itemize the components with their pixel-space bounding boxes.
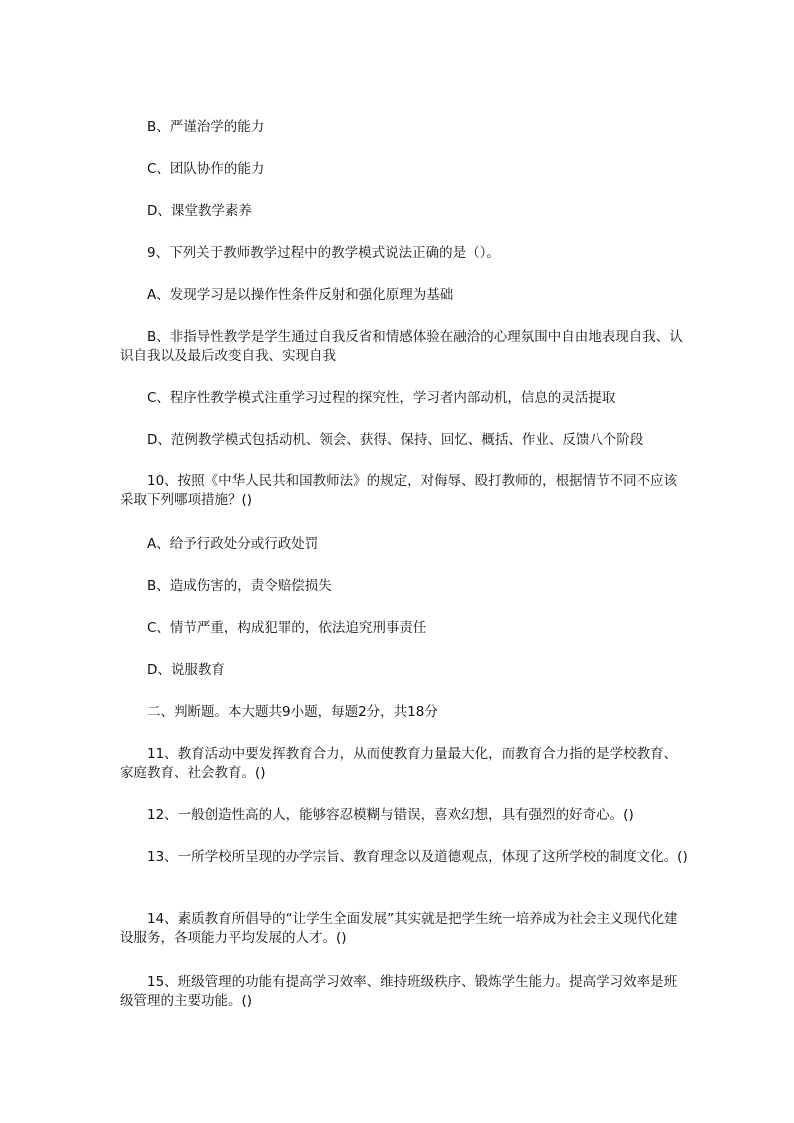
question-10: 10、按照《中华人民共和国教师法》的规定，对侮辱、殴打教师的，根据情节不同不应该采取下列哪项措施？() (120, 473, 678, 508)
q10-option-a: A、给予行政处分或行政处罚 (147, 536, 319, 552)
option-c-teamwork: C、团队协作的能力 (147, 161, 265, 177)
q10-option-d: D、说服教育 (147, 662, 225, 678)
section-heading-true-false: 二、判断题。本大题共9小题，每题2分，共18分 (147, 704, 438, 720)
q9-option-d: D、范例教学模式包括动机、领会、获得、保持、回忆、概括、作业、反馈八个阶段 (147, 432, 644, 448)
q9-option-b: B、非指导性教学是学生通过自我反省和情感体验在融洽的心理氛围中自由地表现自我、认识自我以及最后改变自我、实现自我 (120, 329, 683, 364)
option-b-rigorous-scholarship: B、严谨治学的能力 (147, 119, 265, 135)
q9-option-c: C、程序性教学模式注重学习过程的探究性，学习者内部动机，信息的灵活提取 (147, 390, 616, 406)
q10-option-c: C、情节严重，构成犯罪的，依法追究刑事责任 (147, 620, 427, 636)
question-9: 9、下列关于教师教学过程中的教学模式说法正确的是（）。 (147, 245, 500, 261)
question-15: 15、班级管理的功能有提高学习效率、维持班级秩序、锻炼学生能力。提高学习效率是班级管理的主要功能。() (120, 974, 678, 1009)
q9-option-a: A、发现学习是以操作性条件反射和强化原理为基础 (147, 287, 454, 303)
option-d-classroom-teaching: D、课堂教学素养 (147, 203, 252, 219)
q10-option-b: B、造成伤害的，责令赔偿损失 (147, 578, 332, 594)
question-14: 14、素质教育所倡导的“让学生全面发展”其实就是把学生统一培养成为社会主义现代化建设服务，各项能力平均发展的人才。() (120, 911, 678, 946)
question-12: 12、一般创造性高的人，能够容忍模糊与错误，喜欢幻想，具有强烈的好奇心。() (147, 807, 634, 823)
question-11: 11、教育活动中要发挥教育合力，从而使教育力量最大化，而教育合力指的是学校教育、家庭教育、社会教育。() (120, 746, 678, 781)
question-13: 13、一所学校所呈现的办学宗旨、教育理念以及道德观点，体现了这所学校的制度文化。() (147, 849, 688, 865)
